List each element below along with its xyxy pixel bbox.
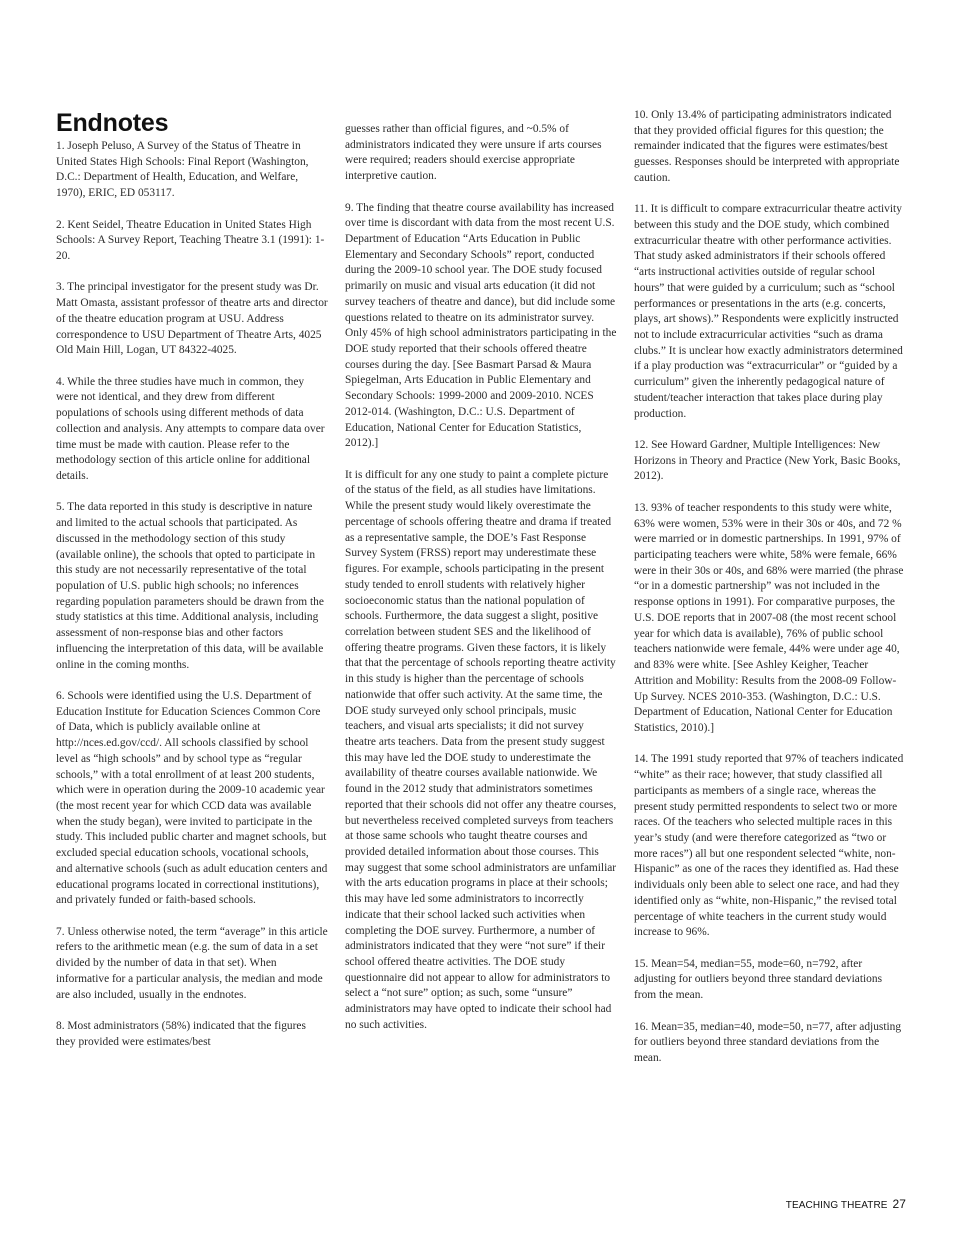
page-heading: Endnotes	[56, 109, 169, 137]
endnote-16: 16. Mean=35, median=40, mode=50, n=77, after adjusting for outliers beyond three standard deviations from the mean.	[634, 1020, 902, 1064]
column-2	[345, 122, 617, 1049]
endnote-9-continued: It is difficult for any one study to paint a complete picture of the status of the field, as all studies have limitations. While the present study would likely overestimate the percentage of schools offering theatre and drama if treated as a representative sample, the DOE’s Fast Response Survey System (FRSS) report may underestimate these figures. For example, schools participating in the present study tended to enroll students with relatively higher socioeconomic status than the national population of schools. Furthermore, the data suggest a slight, positive correlation between student SES and the likelihood of offering theatre programs. Given these factors, it is likely that that the percentage of schools reporting theatre activity in this study is higher than the percentage of schools nationwide that offer such activity. At the same time, the DOE study surveyed only school principals, music teachers, and visual arts specialists; it did not survey theatre arts teachers. Data from the present study suggest this may have led the DOE study to underestimate the availability of theatre courses available nationwide. We found in the 2012 study that administrators sometimes reported that their schools did not offer any theatre courses, but nevertheless received completed surveys from teachers at those same schools who taught theatre courses and provided detailed information about those courses. This may suggest that some school administrators are unfamiliar with the arts education programs in place at their schools; this may have led some administrators to incorrectly indicate that their school lacked such activities when completing the DOE survey. Furthermore, a number of administrators indicated that they were “not sure” if their school offered theatre activities. The DOE study questionnaire did not appear to allow for administrators to select a “not sure” option; as such, some “unsure” administrators may have opted to indicate their school had no such activities.	[345, 468, 617, 1031]
endnote-12: 12. See Howard Gardner, Multiple Intelligences: New Horizons in Theory and Practice (New York, Basic Books, 2012).	[634, 439, 901, 483]
endnote-9: 9. The finding that theatre course availability has increased over time is discordant with data from the most recent U.S. Department of Education “Arts Education in Public Elementary and Secondary Schools” report, conducted during the 2009-10 school year. The DOE study focused primarily on music and visual arts education (it did not survey teachers of theatre and dance), but did include some questions related to theatre on its administrator survey. Only 45% of high school administrators participating in the DOE study reported that their schools offered theatre courses during the day. [See Basmart Parsad & Maura Spiegelman, Arts Education in Public Elementary and Secondary Schools: 1999-2000 and 2009-2010. NCES 2012-014. (Washington, D.C.: U.S. Department of Education, National Center for Education Statistics, 2012).]	[345, 201, 617, 450]
page-number: 27	[892, 1197, 906, 1211]
endnote-3: 3. The principal investigator for the present study was Dr. Matt Omasta, assistant professor of theatre arts and director of the theatre education program at USU. Address correspondence to USU Department of Theatre Arts, 4025 Old Main Hill, Logan, UT 84322-4025.	[56, 281, 328, 357]
endnote-14: 14. The 1991 study reported that 97% of teachers indicated “white” as their race; however, that study classified all participants as members of a single race, whereas the present study permitted respondents to select two or more races. Of the teachers who selected multiple races in this year’s study (and were therefore categorized as “two or more races”) all but one respondent selected “white, non-Hispanic” as one of the races they identified as. Had these individuals only been able to select one race, and had they identified only as “white, non-Hispanic,” the revised total percentage of white teachers in the current study would increase to 96%.	[634, 753, 904, 939]
endnote-6: 6. Schools were identified using the U.S. Department of Education Institute for Education Sciences Common Core of Data, which is publicly available online at http://nces.ed.gov/ccd/. All schools classified by school level as “high schools” and by school type as “regular schools,” with a total enrollment of at least 200 students, which were in operation during the 2009-10 academic year (the most recent year for which CCD data was available when the study began), were invited to participate in the study. This included public charter and magnet schools, but excluded special education schools, vocational schools, and alternative schools (such as adult education centers and educational programs located in correctional institutions), and privately funded or faith-based schools.	[56, 690, 328, 907]
endnote-1: 1. Joseph Peluso, A Survey of the Status of Theatre in United States High Schools: Final Report (Washington, D.C.: Department of Health, Education, and Welfare, 1970), ERIC, ED 053117.	[56, 140, 309, 200]
endnote-7: 7. Unless otherwise noted, the term “average” in this article refers to the arithmetic mean (e.g. the sum of data in a set divided by the number of data in that set). When informative for a particular analysis, the median and mode are also included, usually in the endnotes.	[56, 925, 328, 1001]
endnote-2: 2. Kent Seidel, Theatre Education in United States High Schools: A Survey Report, Teaching Theatre 3.1 (1991): 1-20.	[56, 218, 325, 262]
endnote-11: 11. It is difficult to compare extracurricular theatre activity between this study and the DOE study, which combined extracurricular theatre with other performance activities. That study asked administrators if their schools offered “arts instructional activities outside of regular school hours” that were guided by a curriculum; such as “school performances or presentations in the arts (e.g. concerts, plays, art shows).” Respondents were explicitly instructed not to include extracurricular activities “such as drama clubs.” It is unclear how exactly administrators determined if a play production was “extracurricular” or “guided by a curriculum” given the inherently pedagogical nature of student/teacher interaction that takes place during play production.	[634, 203, 903, 420]
page-footer	[786, 1197, 906, 1211]
column-3	[634, 108, 906, 1082]
endnote-4: 4. While the three studies have much in common, they were not identical, and they drew from different populations of schools using different methods of data collection and analysis. Any attempts to compare data over time must be made with caution. Please refer to the methodology section of this article online for additional details.	[56, 375, 325, 482]
column-1	[56, 108, 328, 1066]
publication-name: TEACHING THEATRE	[785, 1200, 888, 1211]
endnote-8: 8. Most administrators (58%) indicated that the figures they provided were estimates/best	[56, 1020, 306, 1048]
endnote-8-continued: guesses rather than official figures, and ~0.5% of administrators indicated they were unsure if arts courses were required; readers should exercise appropriate interpretive caution.	[345, 123, 602, 183]
endnote-10: 10. Only 13.4% of participating administrators indicated that they provided official figures for this question; the remainder indicated that the figures were estimates/best guesses. Responses should be interpreted with appropriate caution.	[634, 109, 900, 184]
endnote-15: 15. Mean=54, median=55, mode=60, n=792, after adjusting for outliers beyond three standard deviations from the mean.	[634, 957, 883, 1002]
endnote-13: 13. 93% of teacher respondents to this study were white, 63% were women, 53% were in their 30s or 40s, and 72 % were married or in domestic partnerships. In 1991, 97% of participating teachers were white, 58% were female, 66% were in their 30s or 40s, and 68% were married (the phrase “or in a domestic partnership” was not included in the response options in 1991). For comparative purposes, the U.S. DOE reports that in 2007-08 (the most recent school year for which data is available), 76% of public school teachers nationwide were female, 44% were under age 40, and 83% were white. [See Ashley Keigher, Teacher Attrition and Mobility: Results from the 2008-09 Follow-Up Survey. NCES 2010-353. (Washington, D.C.: U.S. Department of Education, National Center for Education Statistics, 2010).]	[634, 501, 904, 734]
endnote-5: 5. The data reported in this study is descriptive in nature and limited to the actual schools that participated. As discussed in the methodology section of this study (available online), the schools that opted to participate in this study are not necessarily representative of the total population of U.S. public high schools; no inferences regarding population parameters should be drawn from the study statistics at this time. Additional analysis, including assessment of non-response bias and other factors influencing the interpretation of this data, will be available online in the coming months.	[56, 501, 324, 671]
